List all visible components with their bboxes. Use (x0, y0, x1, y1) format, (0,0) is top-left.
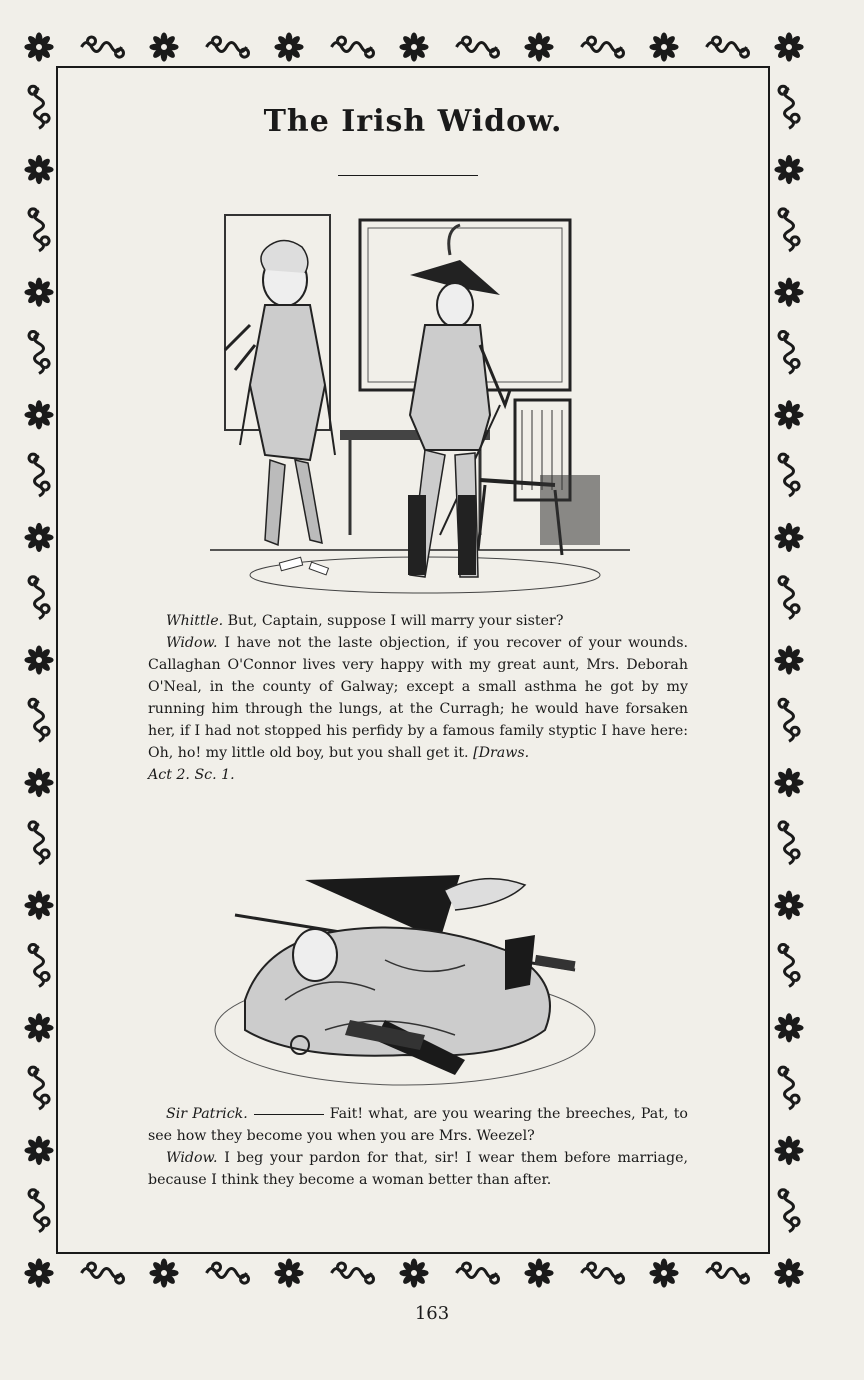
illustration-duel-scene (210, 205, 630, 600)
whittle-line: But, Captain, suppose I will marry your sister? (227, 613, 564, 629)
ornament-border-top (22, 30, 806, 64)
ornament-border-left (22, 30, 56, 1290)
dialogue-top (148, 610, 688, 786)
widow-line: I have not the laste objection, if you recover of your wounds. Callaghan O'Connor lives very happy with my great aunt, Mrs. Deborah O'Neal, in the county of Galway; except a small asthma he got by my running him through the lungs, at the Curragh; he would have forsaken her, if I had not stopped his perfidy by a famous family styptic I have here: Oh, ho! my little old boy, but you shall get it. (148, 635, 688, 761)
act-scene-reference: Act 2. Sc. 1. (148, 767, 235, 783)
speaker-whittle: Whittle. (166, 613, 224, 629)
dialogue-bottom (148, 1103, 688, 1191)
ornament-border-bottom (22, 1256, 806, 1290)
em-rule (254, 1114, 324, 1115)
speaker-widow-2: Widow. (166, 1150, 218, 1166)
stage-direction: [Draws. (473, 745, 530, 761)
speaker-widow: Widow. (166, 635, 218, 651)
title-underline (338, 175, 478, 176)
page-number: 163 (414, 1303, 450, 1324)
widow-line-2: I beg your pardon for that, sir! I wear them before marriage, because I think they become a woman better than after. (148, 1150, 688, 1188)
speaker-sir-patrick: Sir Patrick. (166, 1106, 248, 1122)
illustration-discarded-costume (205, 870, 600, 1090)
sir-patrick-line: Fait! what, are you wearing the breeches, Pat, to see how they become you when you are Mrs. Weezel? (148, 1106, 688, 1144)
page-title: The Irish Widow. (263, 104, 563, 139)
ornament-border-right (772, 30, 806, 1290)
